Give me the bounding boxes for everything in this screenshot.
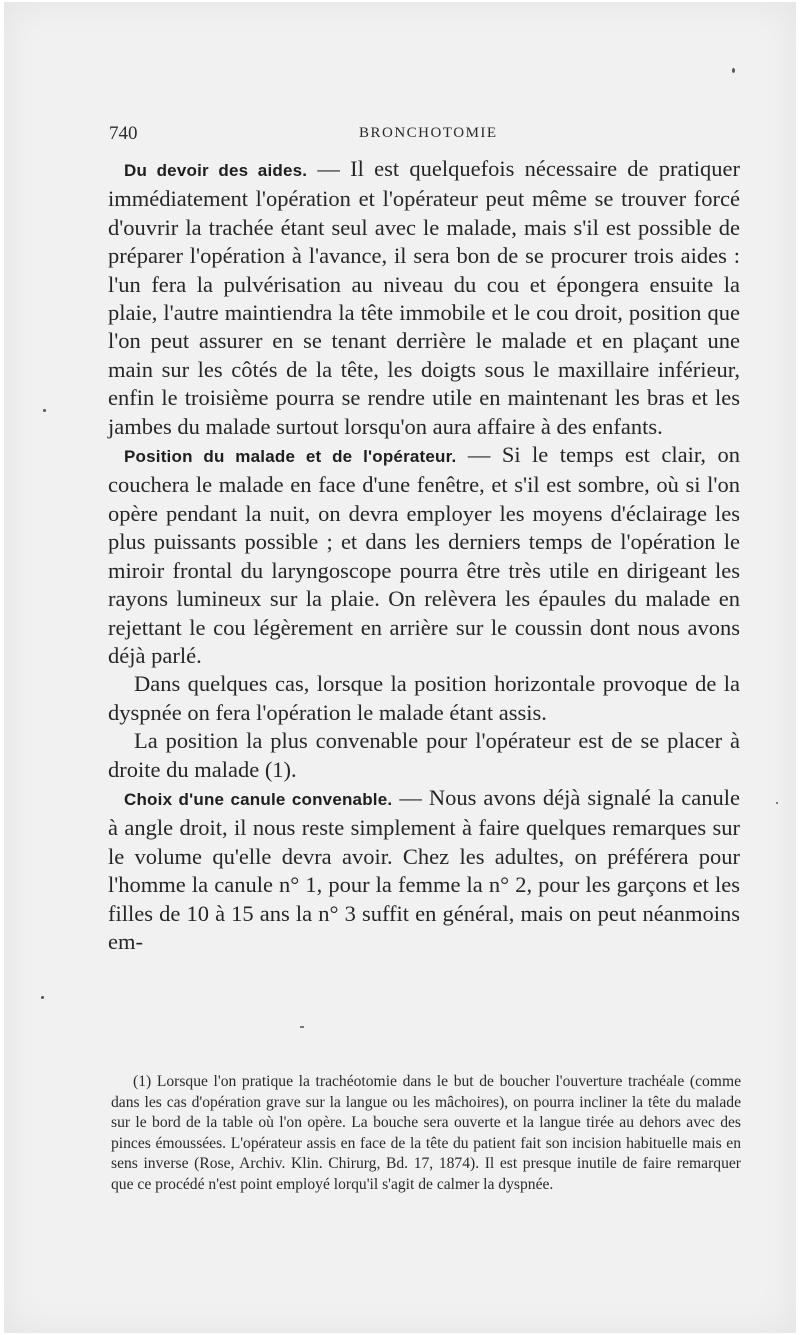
speck-mark [776, 802, 778, 804]
paragraph-text-position: — Si le temps est clair, on couchera le malade en face d'une fenêtre, et s'il est sombre, où si l'on opère pendant la nuit, on devra employer les moyens d'éclairage les plus puissants possible ; et dans les derniers temps de l'opération le miroir frontal du laryngoscope pourra être très utile en dirigeant les rayons lumineux sur la plaie. On relèvera les épaules du malade en rejettant le cou légèrement en arrière sur le coussin dont nous avons déjà parlé. [108, 442, 741, 668]
page-header [109, 123, 741, 147]
footnote-1: (1) Lorsque l'on pratique la trachéotomie dans le but de boucher l'ouverture trachéale (comme dans les cas d'opération grave sur la langue ou les mâchoires), on pourra incliner la tête du malade sur le bord de la table où l'on opère. La bouche sera ouverte et la langue tirée au dehors avec des pinces émoussées. L'opérateur assis en face de la tête du patient fait son incision habituelle mais en sens inverse (Rose, Archiv. Klin. Chirurg, Bd. 17, 1874). Il est presque inutile de faire remarquer que ce procédé n'est point employé lorqu'il s'agit de calmer la dyspnée. [111, 1073, 741, 1193]
paragraph-text-canule: — Nous avons déjà signalé la canule à angle droit, il nous reste simplement à faire quelques remarques sur le volume qu'elle devra avoir. Chez les adultes, on préférera pour l'homme la canule n° 1, pour la femme la n° 2, pour les garçons et les filles de 10 à 15 ans la n° 3 suffit en général, mais on peut néanmoins em- [108, 784, 741, 954]
page-number: 740 [109, 123, 138, 144]
paragraph-choix-canule [108, 784, 740, 956]
footnote-separator [300, 1026, 304, 1028]
main-text [108, 155, 740, 956]
paragraph-text-dyspnee: Dans quelques cas, lorsque la position horizontale provoque de la dyspnée on fera l'opération le malade étant assis. [108, 671, 740, 725]
paragraph-position-operateur [108, 727, 740, 784]
section-heading-position: Position du malade et de l'opérateur. [124, 447, 457, 467]
speck-mark [41, 996, 44, 999]
paragraph-devoir-des-aides [108, 155, 740, 441]
section-heading-canule: Choix d'une canule convenable. [124, 789, 393, 809]
section-heading-aides: Du devoir des aides. [124, 161, 308, 180]
running-head: BRONCHOTOMIE [359, 125, 498, 141]
speck-mark [732, 68, 735, 73]
paragraph-text-operateur: La position la plus convenable pour l'opérateur est de se placer à droite du malade (1). [108, 728, 740, 782]
speck-mark [43, 409, 46, 412]
book-page [4, 2, 796, 1333]
paragraph-position-malade [108, 441, 740, 670]
paragraph-text-aides: — Il est quelquefois nécessaire de pratiquer immédiatement l'opération et l'opérateur peut même se trouver forcé d'ouvrir la trachée étant seul avec le malade, mais s'il est possible de préparer l'opération à l'avance, il sera bon de se procurer trois aides : l'un fera la pulvérisation au niveau du cou et épongera ensuite la plaie, l'autre maintiendra la tête immobile et le cou droit, position que l'on peut assurer en se tenant derrière le malade et en plaçant une main sur les côtés de la tête, les doigts sous le maxillaire inférieur, enfin le troisième pourra se rendre utile en maintenant les bras et les jambes du malade surtout lorsqu'on aura affaire à des enfants. [108, 156, 740, 439]
footnotes [111, 1072, 741, 1196]
paragraph-dyspnee [108, 670, 740, 727]
